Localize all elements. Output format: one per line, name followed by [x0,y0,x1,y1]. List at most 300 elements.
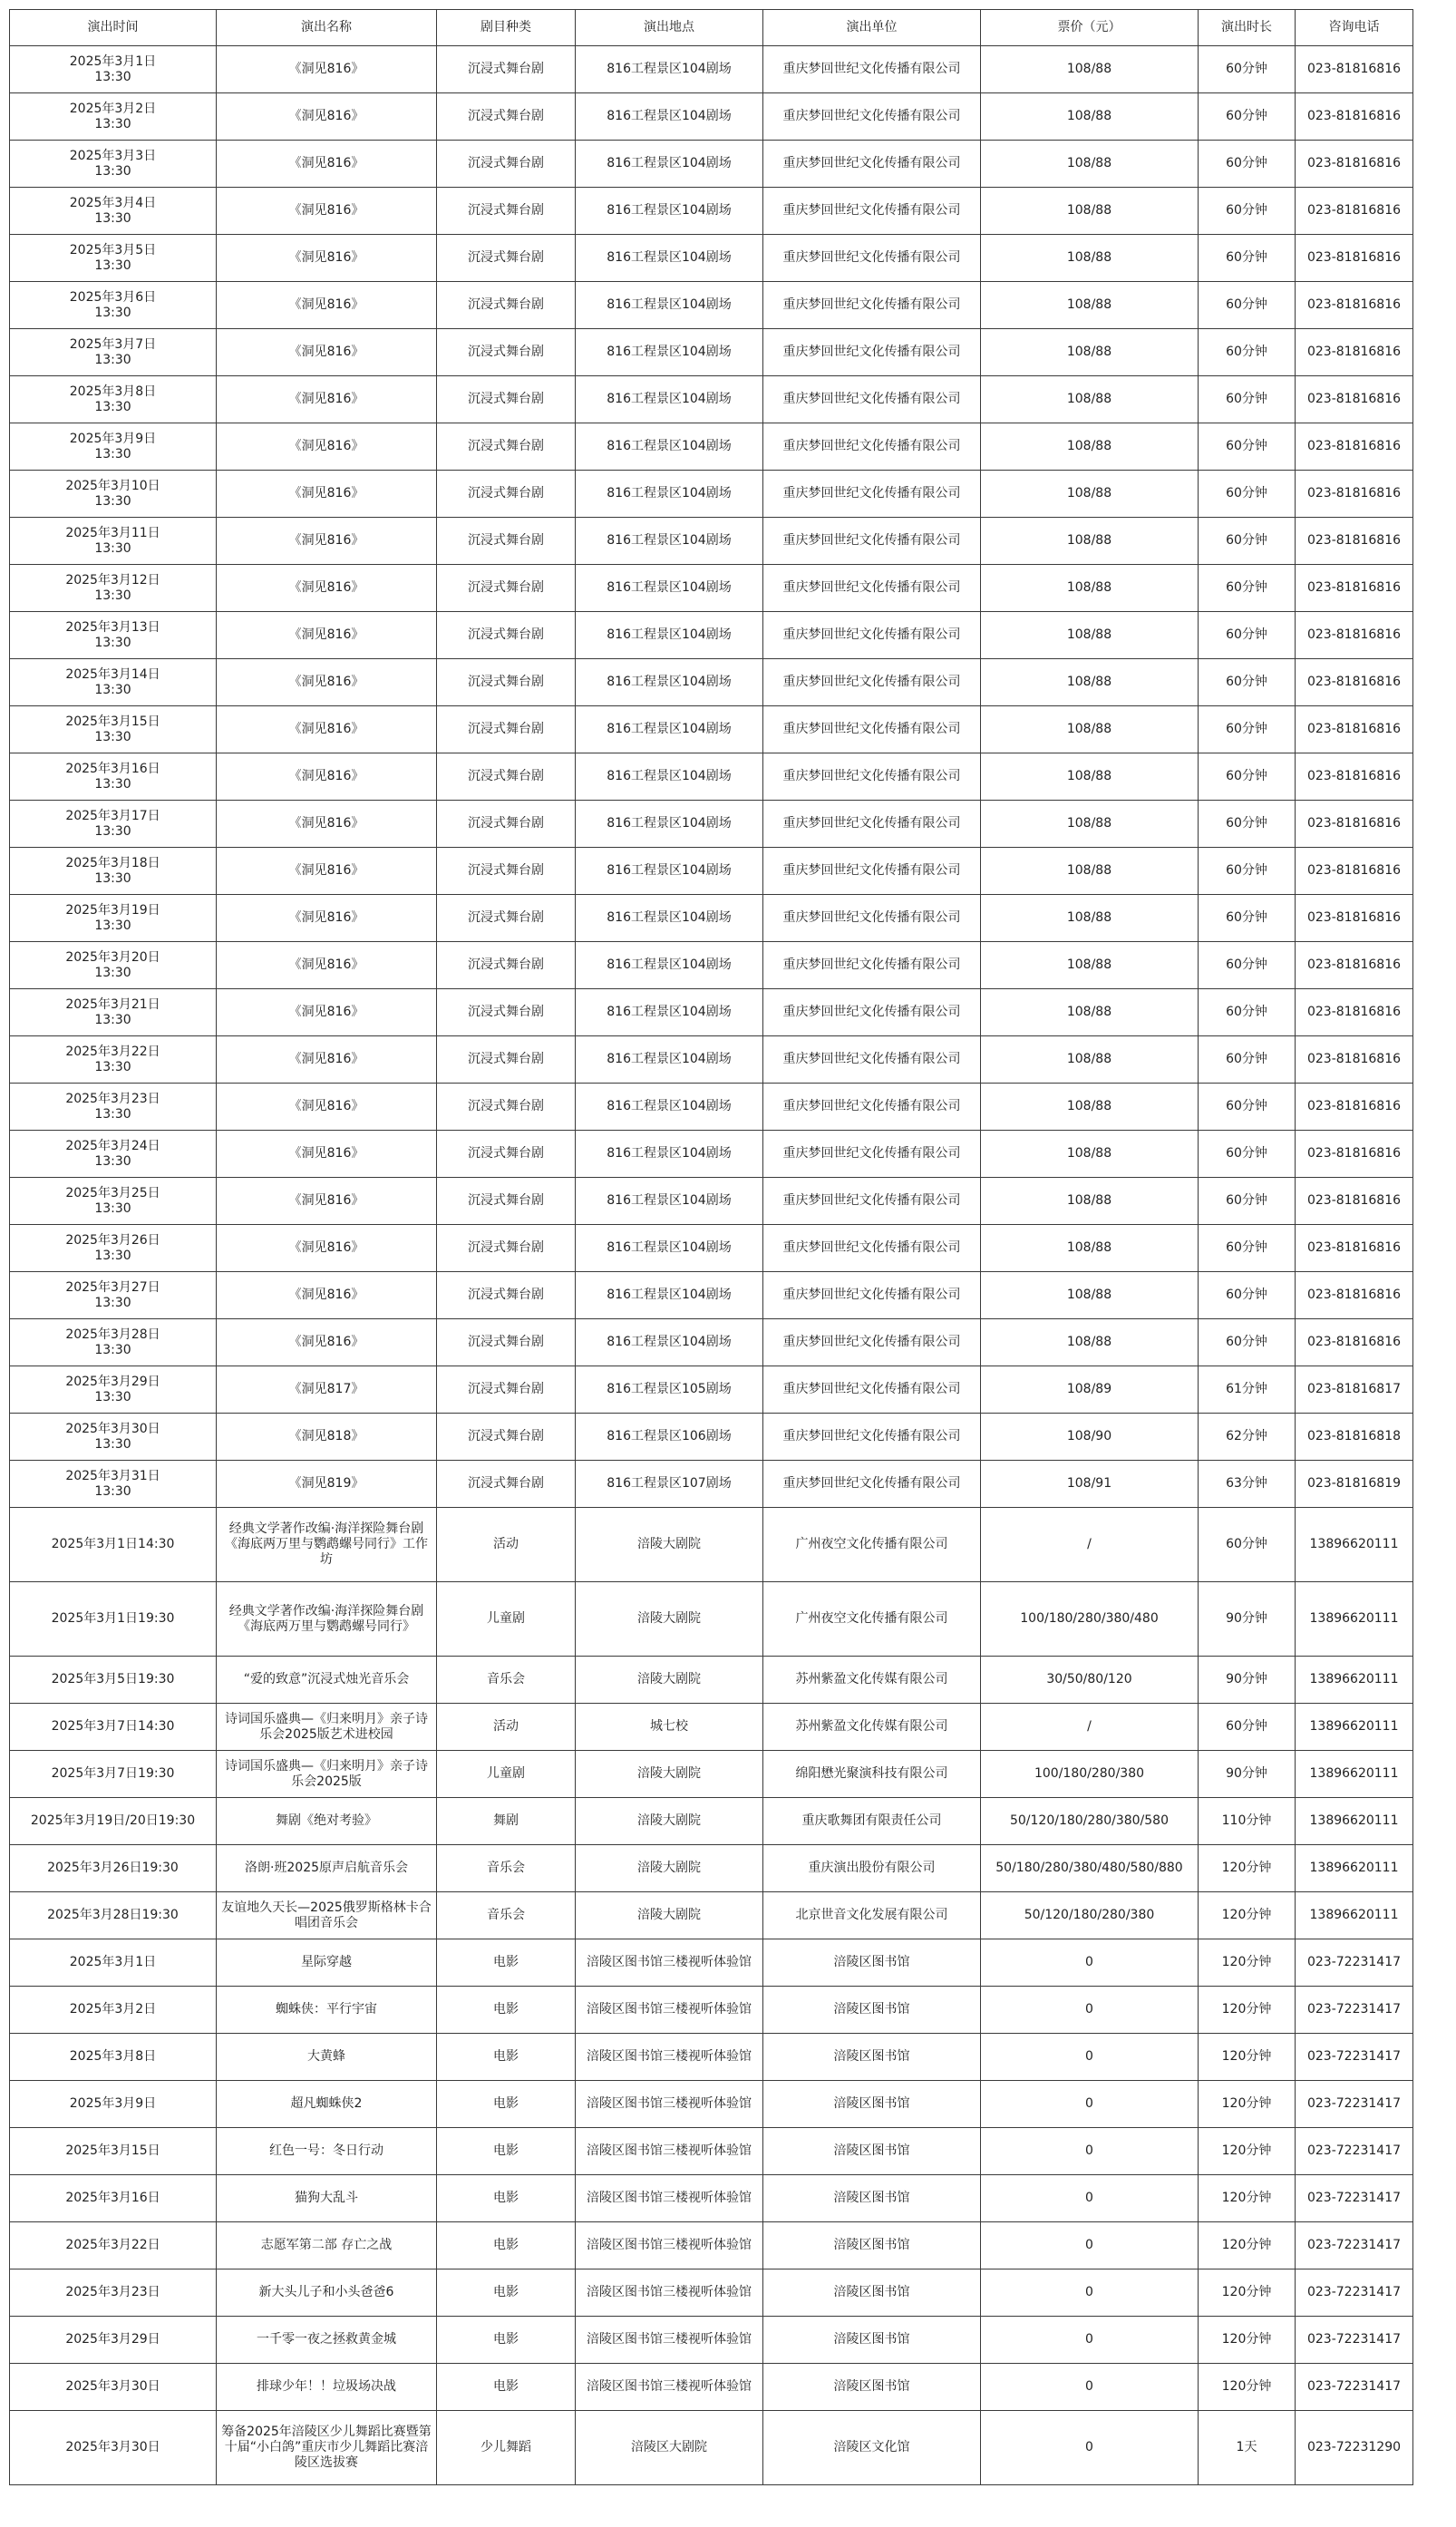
venue-cell: 816工程景区104剧场 [576,329,763,376]
duration-cell: 60分钟 [1199,518,1296,565]
org-cell: 广州夜空文化传播有限公司 [763,1508,981,1582]
price-cell: 50/120/180/280/380 [981,1892,1199,1939]
name-cell: 《洞见816》 [217,1225,437,1272]
venue-cell: 816工程景区107剧场 [576,1461,763,1508]
price-cell: 0 [981,2128,1199,2175]
phone-cell: 023-81816816 [1296,376,1413,423]
name-cell: 《洞见816》 [217,989,437,1036]
phone-cell: 023-72231417 [1296,2364,1413,2411]
type-cell: 沉浸式舞台剧 [437,1084,576,1131]
table-row [10,2364,1413,2411]
name-cell: 《洞见816》 [217,235,437,282]
table-row [10,659,1413,706]
name-cell: 《洞见817》 [217,1366,437,1414]
duration-cell: 60分钟 [1199,1084,1296,1131]
venue-cell: 城七校 [576,1704,763,1751]
type-cell: 沉浸式舞台剧 [437,848,576,895]
type-cell: 音乐会 [437,1657,576,1704]
time-cell: 2025年3月30日 [10,2364,217,2411]
performance-table [9,9,1413,2485]
duration-cell: 120分钟 [1199,2269,1296,2317]
name-cell: 排球少年！！垃圾场决战 [217,2364,437,2411]
time-cell: 2025年3月1日14:30 [10,1508,217,1582]
phone-cell: 023-81816816 [1296,612,1413,659]
org-cell: 涪陵区图书馆 [763,2128,981,2175]
name-cell: 《洞见816》 [217,518,437,565]
org-cell: 重庆梦回世纪文化传播有限公司 [763,848,981,895]
type-cell: 沉浸式舞台剧 [437,612,576,659]
column-header: 咨询电话 [1296,10,1413,46]
table-row [10,1508,1413,1582]
price-cell: 108/88 [981,1131,1199,1178]
venue-cell: 816工程景区104剧场 [576,282,763,329]
phone-cell: 13896620111 [1296,1704,1413,1751]
org-cell: 重庆梦回世纪文化传播有限公司 [763,659,981,706]
name-cell: 《洞见816》 [217,1319,437,1366]
time-cell: 2025年3月15日 13:30 [10,706,217,753]
venue-cell: 涪陵区图书馆三楼视听体验馆 [576,2222,763,2269]
table-row [10,1987,1413,2034]
table-row [10,2317,1413,2364]
time-cell: 2025年3月25日 13:30 [10,1178,217,1225]
org-cell: 重庆演出股份有限公司 [763,1845,981,1892]
duration-cell: 120分钟 [1199,2175,1296,2222]
table-row [10,518,1413,565]
name-cell: 诗词国乐盛典—《归来明月》亲子诗乐会2025版 [217,1751,437,1798]
type-cell: 儿童剧 [437,1582,576,1657]
duration-cell: 120分钟 [1199,2128,1296,2175]
time-cell: 2025年3月27日 13:30 [10,1272,217,1319]
name-cell: 《洞见816》 [217,753,437,801]
venue-cell: 816工程景区104剧场 [576,753,763,801]
org-cell: 绵阳懋光聚演科技有限公司 [763,1751,981,1798]
duration-cell: 120分钟 [1199,2364,1296,2411]
type-cell: 沉浸式舞台剧 [437,565,576,612]
type-cell: 电影 [437,1939,576,1987]
org-cell: 重庆梦回世纪文化传播有限公司 [763,1036,981,1084]
name-cell: 《洞见816》 [217,141,437,188]
time-cell: 2025年3月29日 13:30 [10,1366,217,1414]
type-cell: 活动 [437,1508,576,1582]
name-cell: 猫狗大乱斗 [217,2175,437,2222]
table-row [10,141,1413,188]
time-cell: 2025年3月16日 13:30 [10,753,217,801]
venue-cell: 816工程景区104剧场 [576,659,763,706]
type-cell: 沉浸式舞台剧 [437,329,576,376]
table-row [10,2128,1413,2175]
venue-cell: 816工程景区104剧场 [576,141,763,188]
org-cell: 广州夜空文化传播有限公司 [763,1582,981,1657]
price-cell: 108/88 [981,329,1199,376]
venue-cell: 816工程景区104剧场 [576,1178,763,1225]
time-cell: 2025年3月29日 [10,2317,217,2364]
duration-cell: 60分钟 [1199,1225,1296,1272]
phone-cell: 023-81816816 [1296,895,1413,942]
time-cell: 2025年3月18日 13:30 [10,848,217,895]
table-row [10,1084,1413,1131]
table-row [10,2081,1413,2128]
type-cell: 儿童剧 [437,1751,576,1798]
duration-cell: 60分钟 [1199,612,1296,659]
time-cell: 2025年3月24日 13:30 [10,1131,217,1178]
price-cell: 108/88 [981,989,1199,1036]
price-cell: 108/88 [981,188,1199,235]
time-cell: 2025年3月9日 13:30 [10,423,217,471]
time-cell: 2025年3月14日 13:30 [10,659,217,706]
price-cell: 50/120/180/280/380/580 [981,1798,1199,1845]
org-cell: 涪陵区图书馆 [763,2317,981,2364]
org-cell: 重庆梦回世纪文化传播有限公司 [763,423,981,471]
venue-cell: 涪陵大剧院 [576,1751,763,1798]
time-cell: 2025年3月7日 13:30 [10,329,217,376]
time-cell: 2025年3月22日 [10,2222,217,2269]
org-cell: 重庆梦回世纪文化传播有限公司 [763,376,981,423]
type-cell: 沉浸式舞台剧 [437,471,576,518]
time-cell: 2025年3月12日 13:30 [10,565,217,612]
name-cell: 筹备2025年涪陵区少儿舞蹈比赛暨第十届“小白鸽”重庆市少儿舞蹈比赛涪陵区选拔赛 [217,2411,437,2485]
type-cell: 活动 [437,1704,576,1751]
duration-cell: 60分钟 [1199,282,1296,329]
venue-cell: 涪陵区图书馆三楼视听体验馆 [576,2317,763,2364]
venue-cell: 816工程景区104剧场 [576,471,763,518]
venue-cell: 816工程景区104剧场 [576,46,763,93]
table-row [10,1939,1413,1987]
name-cell: 经典文学著作改编·海洋探险舞台剧《海底两万里与鹦鹉螺号同行》工作坊 [217,1508,437,1582]
name-cell: 《洞见816》 [217,188,437,235]
time-cell: 2025年3月2日 [10,1987,217,2034]
table-row [10,2034,1413,2081]
type-cell: 舞剧 [437,1798,576,1845]
table-row [10,376,1413,423]
duration-cell: 60分钟 [1199,471,1296,518]
org-cell: 重庆梦回世纪文化传播有限公司 [763,282,981,329]
org-cell: 重庆梦回世纪文化传播有限公司 [763,329,981,376]
table-row [10,235,1413,282]
type-cell: 沉浸式舞台剧 [437,1131,576,1178]
time-cell: 2025年3月31日 13:30 [10,1461,217,1508]
type-cell: 沉浸式舞台剧 [437,376,576,423]
price-cell: 108/88 [981,471,1199,518]
duration-cell: 61分钟 [1199,1366,1296,1414]
phone-cell: 023-72231417 [1296,2222,1413,2269]
time-cell: 2025年3月22日 13:30 [10,1036,217,1084]
phone-cell: 023-81816816 [1296,423,1413,471]
duration-cell: 60分钟 [1199,1508,1296,1582]
venue-cell: 816工程景区104剧场 [576,848,763,895]
duration-cell: 60分钟 [1199,423,1296,471]
type-cell: 沉浸式舞台剧 [437,753,576,801]
price-cell: / [981,1704,1199,1751]
name-cell: 《洞见816》 [217,93,437,141]
org-cell: 重庆歌舞团有限责任公司 [763,1798,981,1845]
duration-cell: 120分钟 [1199,1892,1296,1939]
name-cell: 《洞见816》 [217,471,437,518]
type-cell: 沉浸式舞台剧 [437,188,576,235]
price-cell: 108/88 [981,753,1199,801]
name-cell: 经典文学著作改编·海洋探险舞台剧《海底两万里与鹦鹉螺号同行》 [217,1582,437,1657]
org-cell: 涪陵区图书馆 [763,2081,981,2128]
org-cell: 重庆梦回世纪文化传播有限公司 [763,1461,981,1508]
org-cell: 北京世音文化发展有限公司 [763,1892,981,1939]
time-cell: 2025年3月8日 13:30 [10,376,217,423]
org-cell: 重庆梦回世纪文化传播有限公司 [763,188,981,235]
duration-cell: 60分钟 [1199,706,1296,753]
duration-cell: 60分钟 [1199,848,1296,895]
type-cell: 电影 [437,2175,576,2222]
org-cell: 重庆梦回世纪文化传播有限公司 [763,46,981,93]
price-cell: 0 [981,2081,1199,2128]
phone-cell: 13896620111 [1296,1845,1413,1892]
duration-cell: 60分钟 [1199,1704,1296,1751]
table-row [10,1178,1413,1225]
venue-cell: 涪陵区图书馆三楼视听体验馆 [576,1987,763,2034]
time-cell: 2025年3月17日 13:30 [10,801,217,848]
duration-cell: 120分钟 [1199,1845,1296,1892]
phone-cell: 023-72231417 [1296,1987,1413,2034]
table-row [10,753,1413,801]
table-row [10,1036,1413,1084]
table-row [10,1704,1413,1751]
name-cell: 《洞见816》 [217,942,437,989]
phone-cell: 13896620111 [1296,1751,1413,1798]
price-cell: / [981,1508,1199,1582]
phone-cell: 023-81816816 [1296,188,1413,235]
type-cell: 电影 [437,2364,576,2411]
org-cell: 涪陵区文化馆 [763,2411,981,2485]
name-cell: 舞剧《绝对考验》 [217,1798,437,1845]
org-cell: 重庆梦回世纪文化传播有限公司 [763,1178,981,1225]
table-row [10,1225,1413,1272]
time-cell: 2025年3月19日 13:30 [10,895,217,942]
org-cell: 涪陵区图书馆 [763,2364,981,2411]
price-cell: 100/180/280/380/480 [981,1582,1199,1657]
phone-cell: 023-72231417 [1296,2081,1413,2128]
org-cell: 重庆梦回世纪文化传播有限公司 [763,141,981,188]
price-cell: 108/89 [981,1366,1199,1414]
name-cell: 《洞见818》 [217,1414,437,1461]
price-cell: 0 [981,2175,1199,2222]
duration-cell: 120分钟 [1199,2081,1296,2128]
price-cell: 108/88 [981,1319,1199,1366]
price-cell: 108/88 [981,659,1199,706]
type-cell: 音乐会 [437,1892,576,1939]
table-row [10,471,1413,518]
org-cell: 重庆梦回世纪文化传播有限公司 [763,801,981,848]
time-cell: 2025年3月28日19:30 [10,1892,217,1939]
org-cell: 苏州紫盈文化传媒有限公司 [763,1704,981,1751]
name-cell: 《洞见816》 [217,848,437,895]
column-header: 剧目种类 [437,10,576,46]
table-row [10,565,1413,612]
type-cell: 沉浸式舞台剧 [437,1272,576,1319]
name-cell: 红色一号：冬日行动 [217,2128,437,2175]
org-cell: 重庆梦回世纪文化传播有限公司 [763,989,981,1036]
price-cell: 108/88 [981,518,1199,565]
name-cell: 《洞见816》 [217,376,437,423]
org-cell: 涪陵区图书馆 [763,2034,981,2081]
type-cell: 沉浸式舞台剧 [437,1414,576,1461]
venue-cell: 816工程景区106剧场 [576,1414,763,1461]
duration-cell: 60分钟 [1199,1178,1296,1225]
name-cell: 新大头儿子和小头爸爸6 [217,2269,437,2317]
type-cell: 电影 [437,2081,576,2128]
venue-cell: 涪陵大剧院 [576,1508,763,1582]
duration-cell: 60分钟 [1199,376,1296,423]
duration-cell: 60分钟 [1199,1319,1296,1366]
duration-cell: 120分钟 [1199,2222,1296,2269]
phone-cell: 023-81816816 [1296,46,1413,93]
org-cell: 涪陵区图书馆 [763,1987,981,2034]
type-cell: 沉浸式舞台剧 [437,282,576,329]
phone-cell: 023-81816816 [1296,235,1413,282]
price-cell: 108/88 [981,1036,1199,1084]
phone-cell: 13896620111 [1296,1657,1413,1704]
price-cell: 108/88 [981,565,1199,612]
price-cell: 108/88 [981,848,1199,895]
type-cell: 沉浸式舞台剧 [437,895,576,942]
price-cell: 50/180/280/380/480/580/880 [981,1845,1199,1892]
time-cell: 2025年3月6日 13:30 [10,282,217,329]
org-cell: 重庆梦回世纪文化传播有限公司 [763,1131,981,1178]
price-cell: 108/88 [981,801,1199,848]
venue-cell: 涪陵区图书馆三楼视听体验馆 [576,2034,763,2081]
phone-cell: 023-81816816 [1296,848,1413,895]
name-cell: “爱的致意”沉浸式烛光音乐会 [217,1657,437,1704]
type-cell: 沉浸式舞台剧 [437,989,576,1036]
time-cell: 2025年3月28日 13:30 [10,1319,217,1366]
type-cell: 沉浸式舞台剧 [437,706,576,753]
time-cell: 2025年3月2日 13:30 [10,93,217,141]
price-cell: 108/88 [981,93,1199,141]
name-cell: 超凡蜘蛛侠2 [217,2081,437,2128]
column-header: 演出名称 [217,10,437,46]
org-cell: 重庆梦回世纪文化传播有限公司 [763,1366,981,1414]
phone-cell: 023-72231417 [1296,2175,1413,2222]
phone-cell: 023-72231417 [1296,2317,1413,2364]
org-cell: 涪陵区图书馆 [763,1939,981,1987]
venue-cell: 816工程景区104剧场 [576,801,763,848]
table-row [10,1892,1413,1939]
phone-cell: 023-81816816 [1296,1036,1413,1084]
time-cell: 2025年3月23日 13:30 [10,1084,217,1131]
table-row [10,1751,1413,1798]
venue-cell: 816工程景区104剧场 [576,1272,763,1319]
price-cell: 108/88 [981,895,1199,942]
phone-cell: 023-72231417 [1296,1939,1413,1987]
time-cell: 2025年3月15日 [10,2128,217,2175]
phone-cell: 023-81816816 [1296,1131,1413,1178]
table-row [10,801,1413,848]
time-cell: 2025年3月7日14:30 [10,1704,217,1751]
type-cell: 沉浸式舞台剧 [437,46,576,93]
time-cell: 2025年3月8日 [10,2034,217,2081]
venue-cell: 816工程景区104剧场 [576,612,763,659]
duration-cell: 120分钟 [1199,2034,1296,2081]
duration-cell: 1天 [1199,2411,1296,2485]
name-cell: 《洞见816》 [217,565,437,612]
name-cell: 洛朗·班2025原声启航音乐会 [217,1845,437,1892]
price-cell: 108/88 [981,1178,1199,1225]
phone-cell: 023-81816816 [1296,329,1413,376]
time-cell: 2025年3月1日 [10,1939,217,1987]
price-cell: 0 [981,2269,1199,2317]
price-cell: 100/180/280/380 [981,1751,1199,1798]
phone-cell: 023-81816816 [1296,659,1413,706]
name-cell: 星际穿越 [217,1939,437,1987]
duration-cell: 60分钟 [1199,989,1296,1036]
time-cell: 2025年3月7日19:30 [10,1751,217,1798]
phone-cell: 023-81816816 [1296,801,1413,848]
price-cell: 108/88 [981,376,1199,423]
table-row [10,706,1413,753]
org-cell: 重庆梦回世纪文化传播有限公司 [763,942,981,989]
org-cell: 涪陵区图书馆 [763,2222,981,2269]
phone-cell: 023-81816816 [1296,989,1413,1036]
duration-cell: 60分钟 [1199,329,1296,376]
type-cell: 电影 [437,2034,576,2081]
time-cell: 2025年3月5日19:30 [10,1657,217,1704]
duration-cell: 90分钟 [1199,1582,1296,1657]
type-cell: 沉浸式舞台剧 [437,235,576,282]
type-cell: 音乐会 [437,1845,576,1892]
type-cell: 电影 [437,2128,576,2175]
duration-cell: 63分钟 [1199,1461,1296,1508]
price-cell: 30/50/80/120 [981,1657,1199,1704]
table-row [10,2222,1413,2269]
org-cell: 重庆梦回世纪文化传播有限公司 [763,565,981,612]
venue-cell: 816工程景区104剧场 [576,1084,763,1131]
phone-cell: 023-81816819 [1296,1461,1413,1508]
name-cell: 《洞见816》 [217,1036,437,1084]
price-cell: 0 [981,2222,1199,2269]
time-cell: 2025年3月26日19:30 [10,1845,217,1892]
table-row [10,1582,1413,1657]
type-cell: 沉浸式舞台剧 [437,942,576,989]
phone-cell: 13896620111 [1296,1582,1413,1657]
price-cell: 0 [981,2034,1199,2081]
type-cell: 沉浸式舞台剧 [437,1319,576,1366]
duration-cell: 60分钟 [1199,659,1296,706]
name-cell: 《洞见816》 [217,1131,437,1178]
table-row [10,329,1413,376]
time-cell: 2025年3月26日 13:30 [10,1225,217,1272]
venue-cell: 816工程景区104剧场 [576,895,763,942]
name-cell: 《洞见816》 [217,706,437,753]
time-cell: 2025年3月10日 13:30 [10,471,217,518]
phone-cell: 023-81816816 [1296,1319,1413,1366]
org-cell: 涪陵区图书馆 [763,2269,981,2317]
table-row [10,46,1413,93]
phone-cell: 023-81816816 [1296,141,1413,188]
table-row [10,188,1413,235]
venue-cell: 涪陵区图书馆三楼视听体验馆 [576,2081,763,2128]
org-cell: 重庆梦回世纪文化传播有限公司 [763,93,981,141]
venue-cell: 涪陵大剧院 [576,1892,763,1939]
price-cell: 108/88 [981,706,1199,753]
duration-cell: 60分钟 [1199,942,1296,989]
type-cell: 电影 [437,1987,576,2034]
schedule-sheet [9,9,1413,2485]
table-row [10,93,1413,141]
phone-cell: 13896620111 [1296,1798,1413,1845]
duration-cell: 60分钟 [1199,93,1296,141]
table-row [10,612,1413,659]
price-cell: 108/88 [981,1225,1199,1272]
org-cell: 重庆梦回世纪文化传播有限公司 [763,612,981,659]
org-cell: 涪陵区图书馆 [763,2175,981,2222]
org-cell: 苏州紫盈文化传媒有限公司 [763,1657,981,1704]
time-cell: 2025年3月19日/20日19:30 [10,1798,217,1845]
